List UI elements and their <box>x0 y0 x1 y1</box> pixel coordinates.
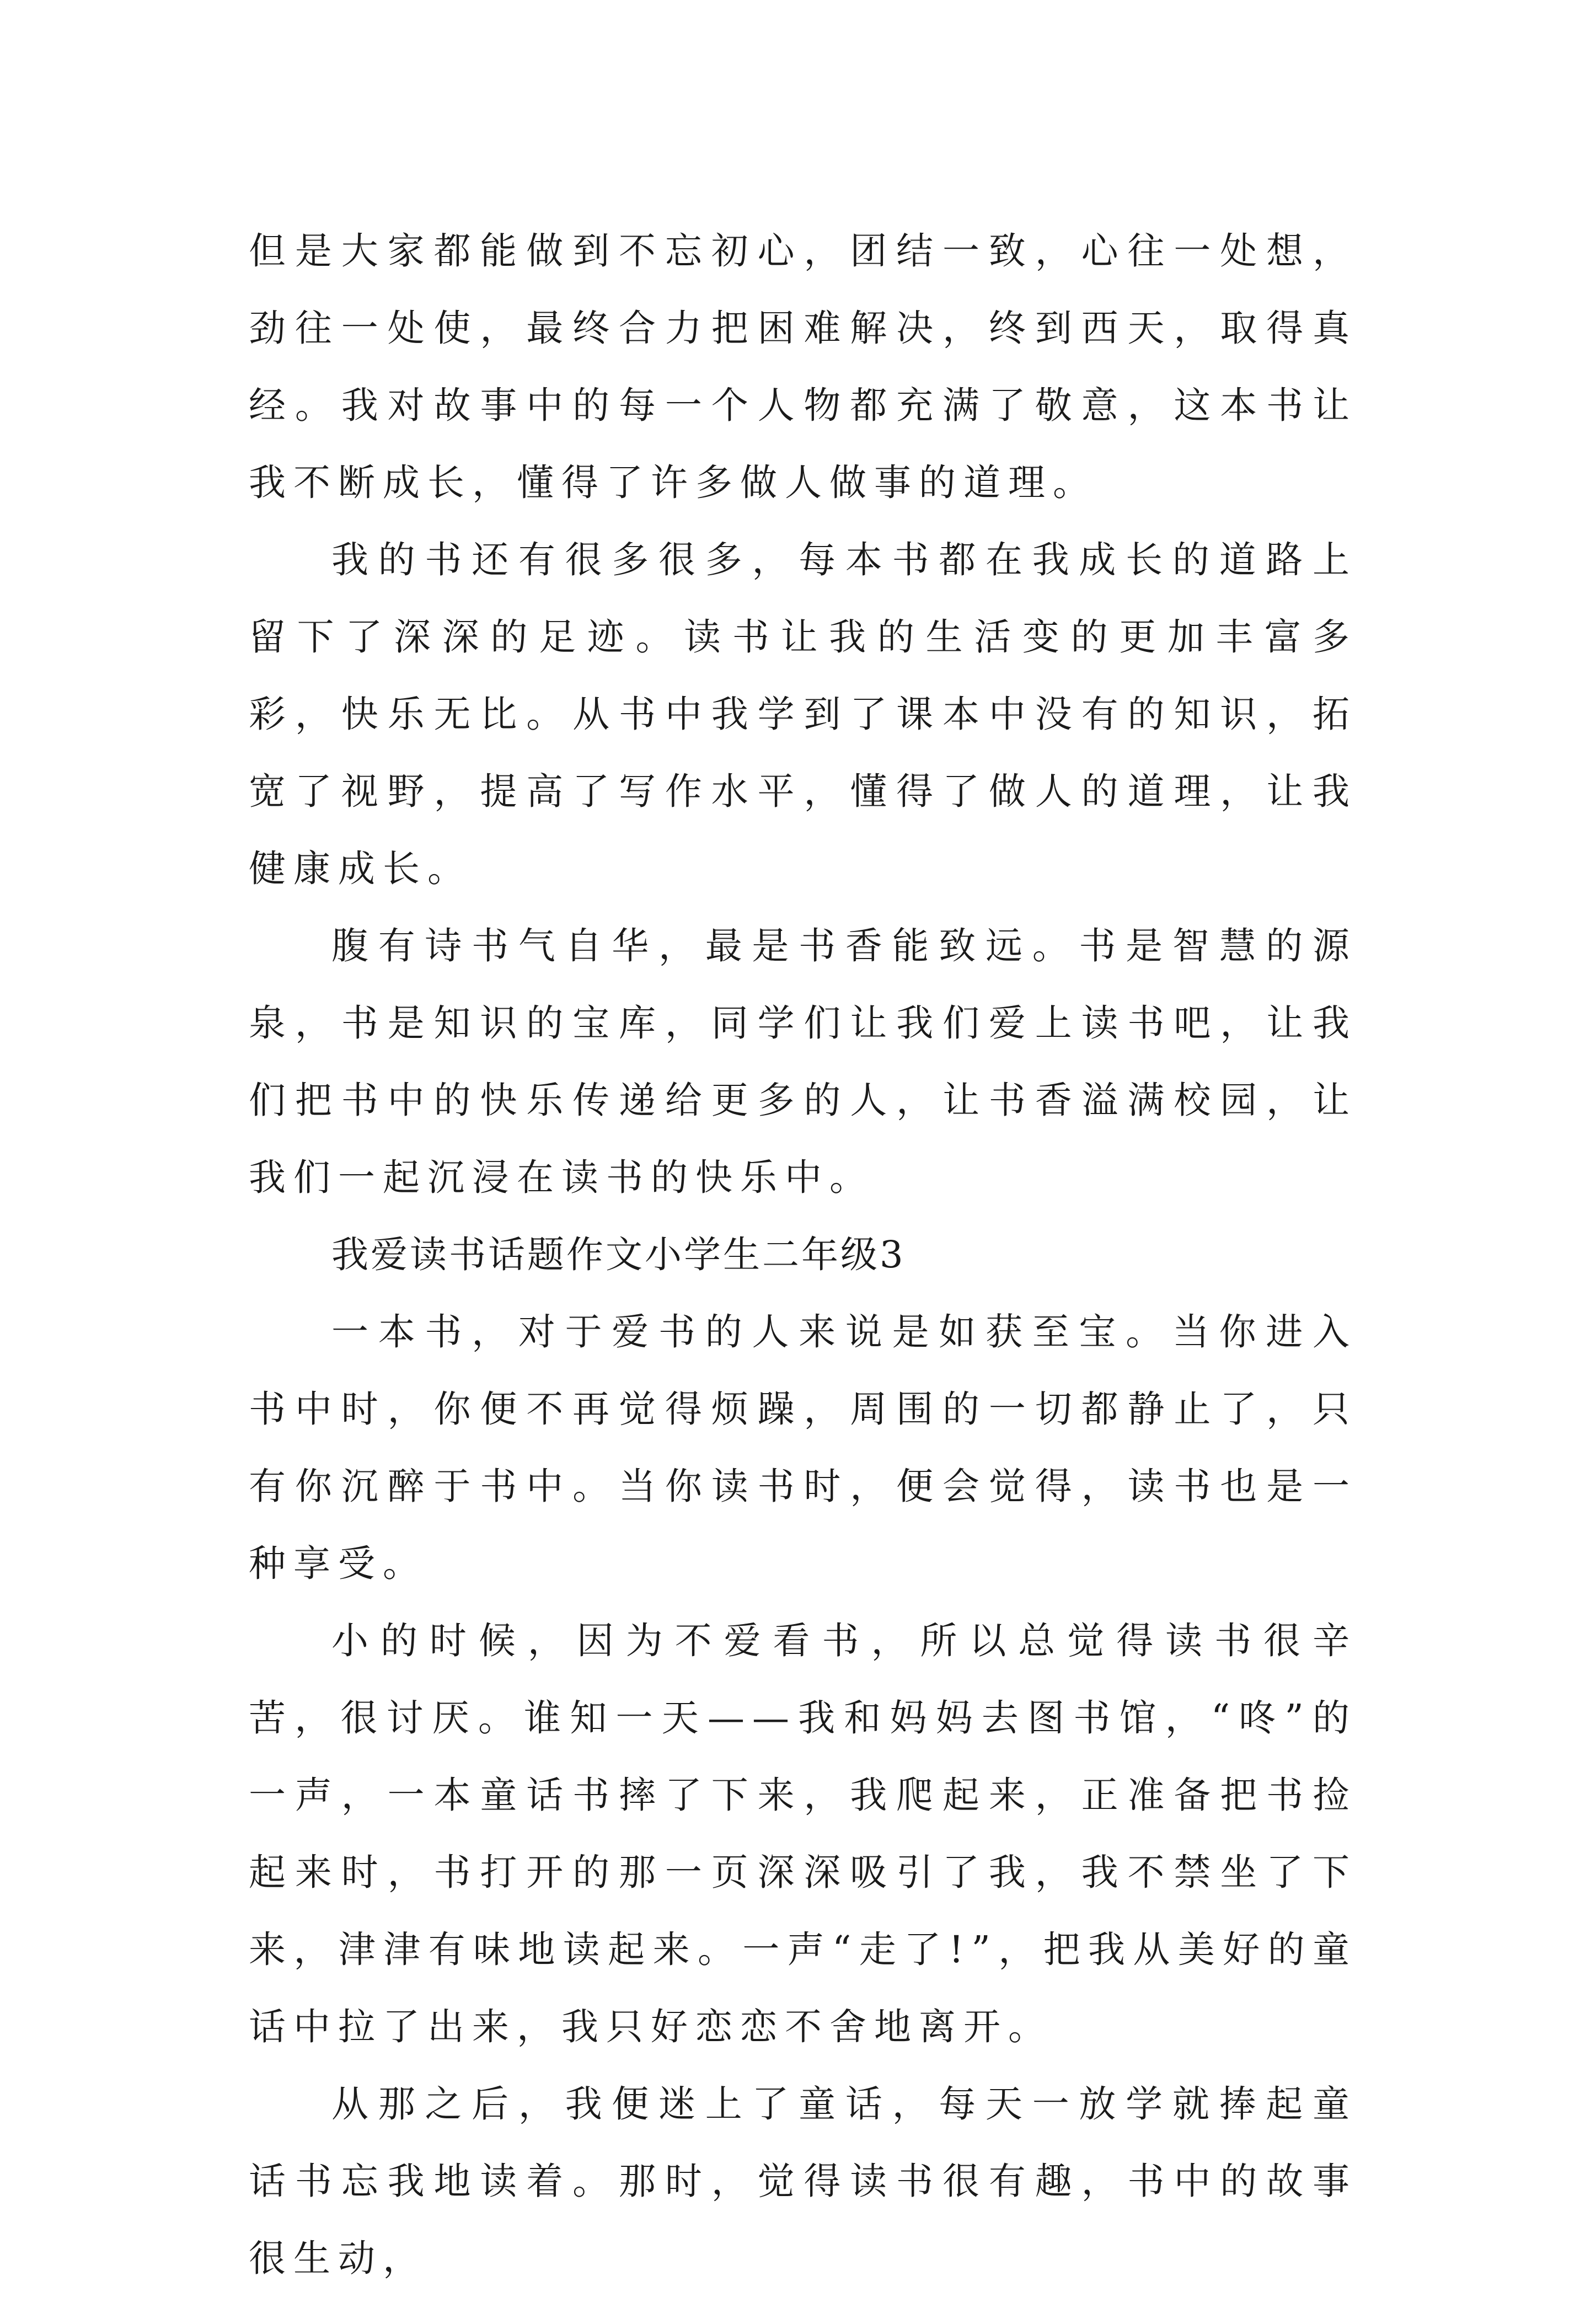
document-body <box>249 212 1357 2297</box>
paragraph-6: 从那之后，我便迷上了童话，每天一放学就捧起童话书忘我地读着。那时，觉得读书很有趣，书中的故事很生动， <box>249 2082 1357 2280</box>
section-heading: 我爱读书话题作文小学生二年级3 <box>331 1233 906 1276</box>
paragraph-1: 但是大家都能做到不忘初心，团结一致，心往一处想，劲往一处使，最终合力把困难解决，终到西天，取得真经。我对故事中的每一个人物都充满了敬意，这本书让我不断成长，懂得了许多做人做事的道理。 <box>249 229 1357 504</box>
paragraph-3: 腹有诗书气自华，最是书香能致远。书是智慧的源泉，书是知识的宝库，同学们让我们爱上读书吧，让我们把书中的快乐传递给更多的人，让书香溢满校园，让我们一起沉浸在读书的快乐中。 <box>249 924 1357 1199</box>
paragraph-2: 我的书还有很多很多，每本书都在我成长的道路上留下了深深的足迹。读书让我的生活变的更加丰富多彩，快乐无比。从书中我学到了课本中没有的知识，拓宽了视野，提高了写作水平，懂得了做人的道理，让我健康成长。 <box>249 538 1357 890</box>
paragraph-4: 一本书，对于爱书的人来说是如获至宝。当你进入书中时，你便不再觉得烦躁，周围的一切都静止了，只有你沉醉于书中。当你读书时，便会觉得，读书也是一种享受。 <box>249 1310 1357 1585</box>
paragraph-5: 小的时候，因为不爱看书，所以总觉得读书很辛苦，很讨厌。谁知一天——我和妈妈去图书馆，“咚”的一声，一本童话书摔了下来，我爬起来，正准备把书捡起来时，书打开的那一页深深吸引了我，我不禁坐了下来，津津有味地读起来。一声“走了!”，把我从美好的童话中拉了出来，我只好恋恋不舍地离开。 <box>249 1619 1357 2048</box>
